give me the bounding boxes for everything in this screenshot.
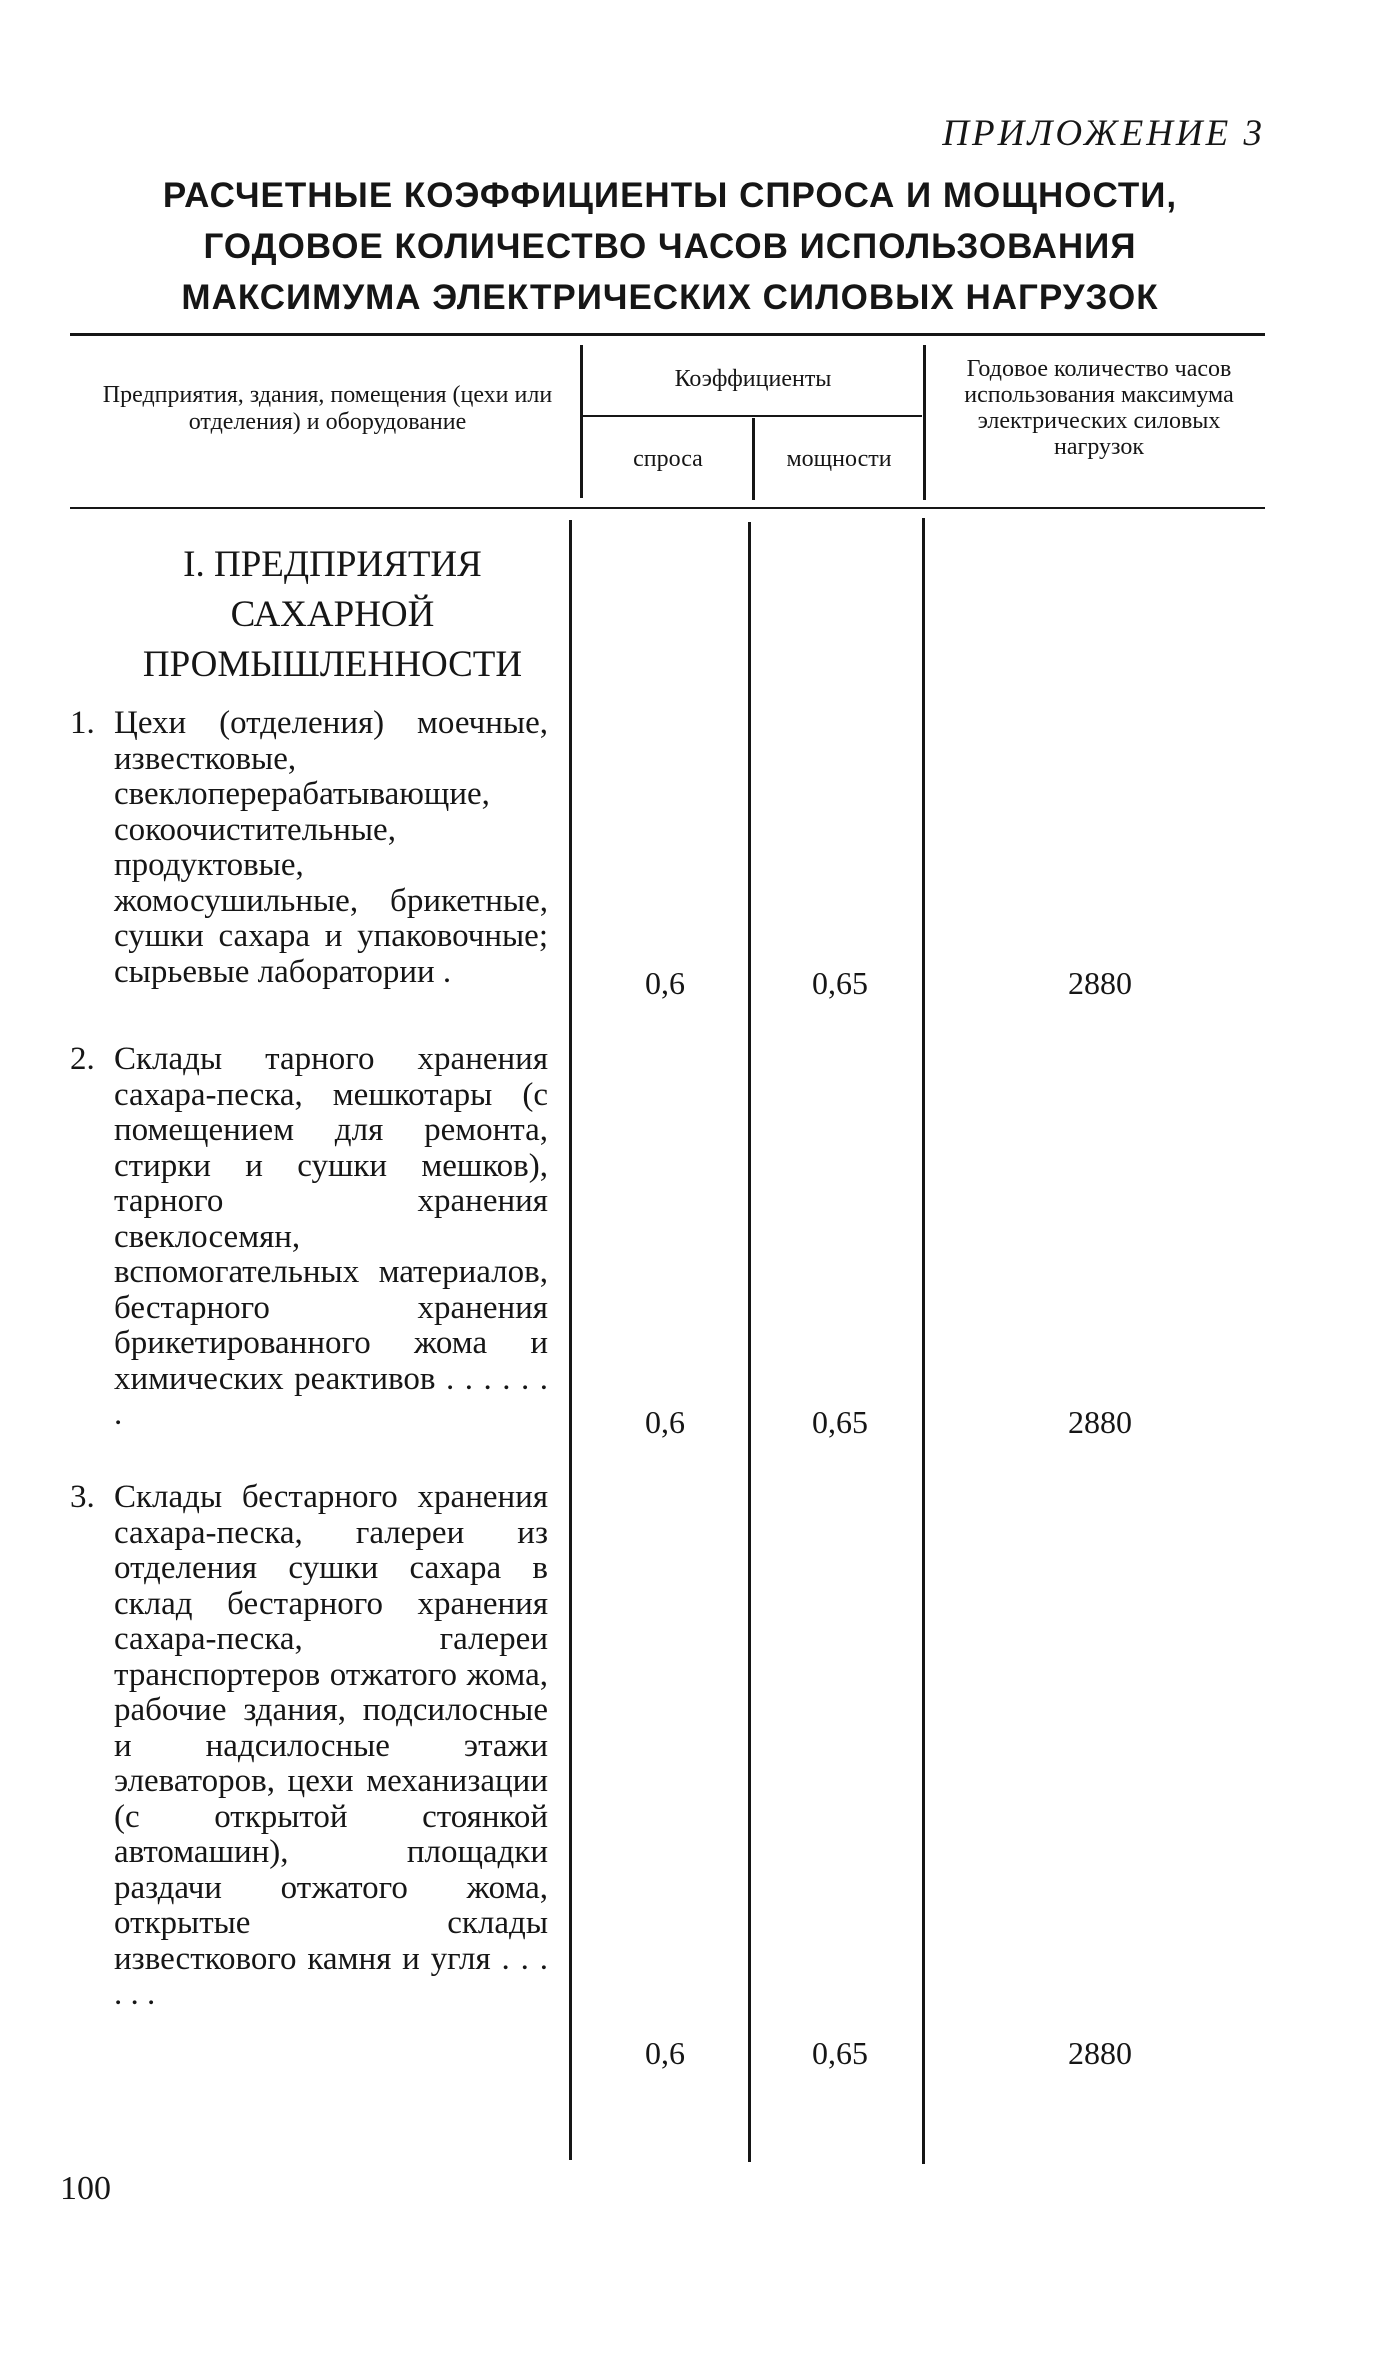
row-number: 2. <box>70 1041 95 1077</box>
row-3-demand: 0,6 <box>645 2035 685 2071</box>
header-bottom-rule <box>70 507 1265 509</box>
header-annual-hours: Годовое количество часов использования максимума электрических силовых нагрузок <box>964 356 1234 460</box>
title-line-3: МАКСИМУМА ЭЛЕКТРИЧЕСКИХ СИЛОВЫХ НАГРУЗОК <box>181 278 1159 317</box>
body-divider-3 <box>922 518 925 2164</box>
row-1-power: 0,65 <box>812 965 868 1001</box>
row-text: Склады бестарного хранения сахара-песка, галереи из отделения сушки сахара в склад бестарного хранения сахара-песка, галереи транспортеров отжатого жома, рабочие здания, подсилосные и надсилосные этажи элеваторов, цехи механизации (с открытой стоянкой автомашин), площадки раздачи отжатого жома, открытые склады известкового камня и угля . . . . . . <box>114 1479 548 2012</box>
header-divider-2 <box>752 418 755 500</box>
row-1-demand: 0,6 <box>645 965 685 1001</box>
body-divider-1 <box>569 520 572 2160</box>
row-2-demand: 0,6 <box>645 1404 685 1440</box>
row-text: Склады тарного хранения сахара-песка, мешкотары (с помещением для ремонта, стирки и сушки мешков), тарного хранения свеклосемян, вспомогательных материалов, бестарного хранения брикетированного жома и химических реактивов . . . . . . . <box>114 1041 548 1432</box>
row-number: 3. <box>70 1479 95 1515</box>
row-number: 1. <box>70 705 95 741</box>
header-coefficients: Коэффициенты <box>674 366 832 392</box>
header-divider-1 <box>580 345 583 498</box>
header-demand: спроса <box>633 446 703 472</box>
body-divider-2 <box>748 522 751 2162</box>
table-row-1 <box>70 706 548 990</box>
header-divider-3 <box>923 345 926 500</box>
table-row-3 <box>70 1480 548 2013</box>
row-3-hours: 2880 <box>1068 2035 1132 2071</box>
table-row-2 <box>70 1042 548 1433</box>
title-line-1: РАСЧЕТНЫЕ КОЭФФИЦИЕНТЫ СПРОСА И МОЩНОСТИ, <box>162 176 1178 215</box>
page-title <box>70 170 1270 323</box>
header-enterprises: Предприятия, здания, помещения (цехи или отделения) и оборудование <box>102 382 553 435</box>
title-line-2: ГОДОВОЕ КОЛИЧЕСТВО ЧАСОВ ИСПОЛЬЗОВАНИЯ <box>203 227 1137 266</box>
row-1-hours: 2880 <box>1068 965 1132 1001</box>
row-3-power: 0,65 <box>812 2035 868 2071</box>
table-top-rule <box>70 333 1265 336</box>
page-number: 100 <box>60 2170 111 2207</box>
section-title: I. ПРЕДПРИЯТИЯ САХАРНОЙ ПРОМЫШЛЕННОСТИ <box>142 544 523 685</box>
row-2-power: 0,65 <box>812 1404 868 1440</box>
appendix-label: ПРИЛОЖЕНИЕ 3 <box>942 113 1265 154</box>
row-text: Цехи (отделения) моечные, известковые, свеклоперерабатывающие, сокоочистительные, продуктовые, жомосушильные, брикетные, сушки сахара и упаковочные; сырьевые лаборатории . <box>114 705 548 990</box>
header-power: мощности <box>786 446 892 472</box>
coeff-sub-rule <box>582 415 922 417</box>
row-2-hours: 2880 <box>1068 1404 1132 1440</box>
